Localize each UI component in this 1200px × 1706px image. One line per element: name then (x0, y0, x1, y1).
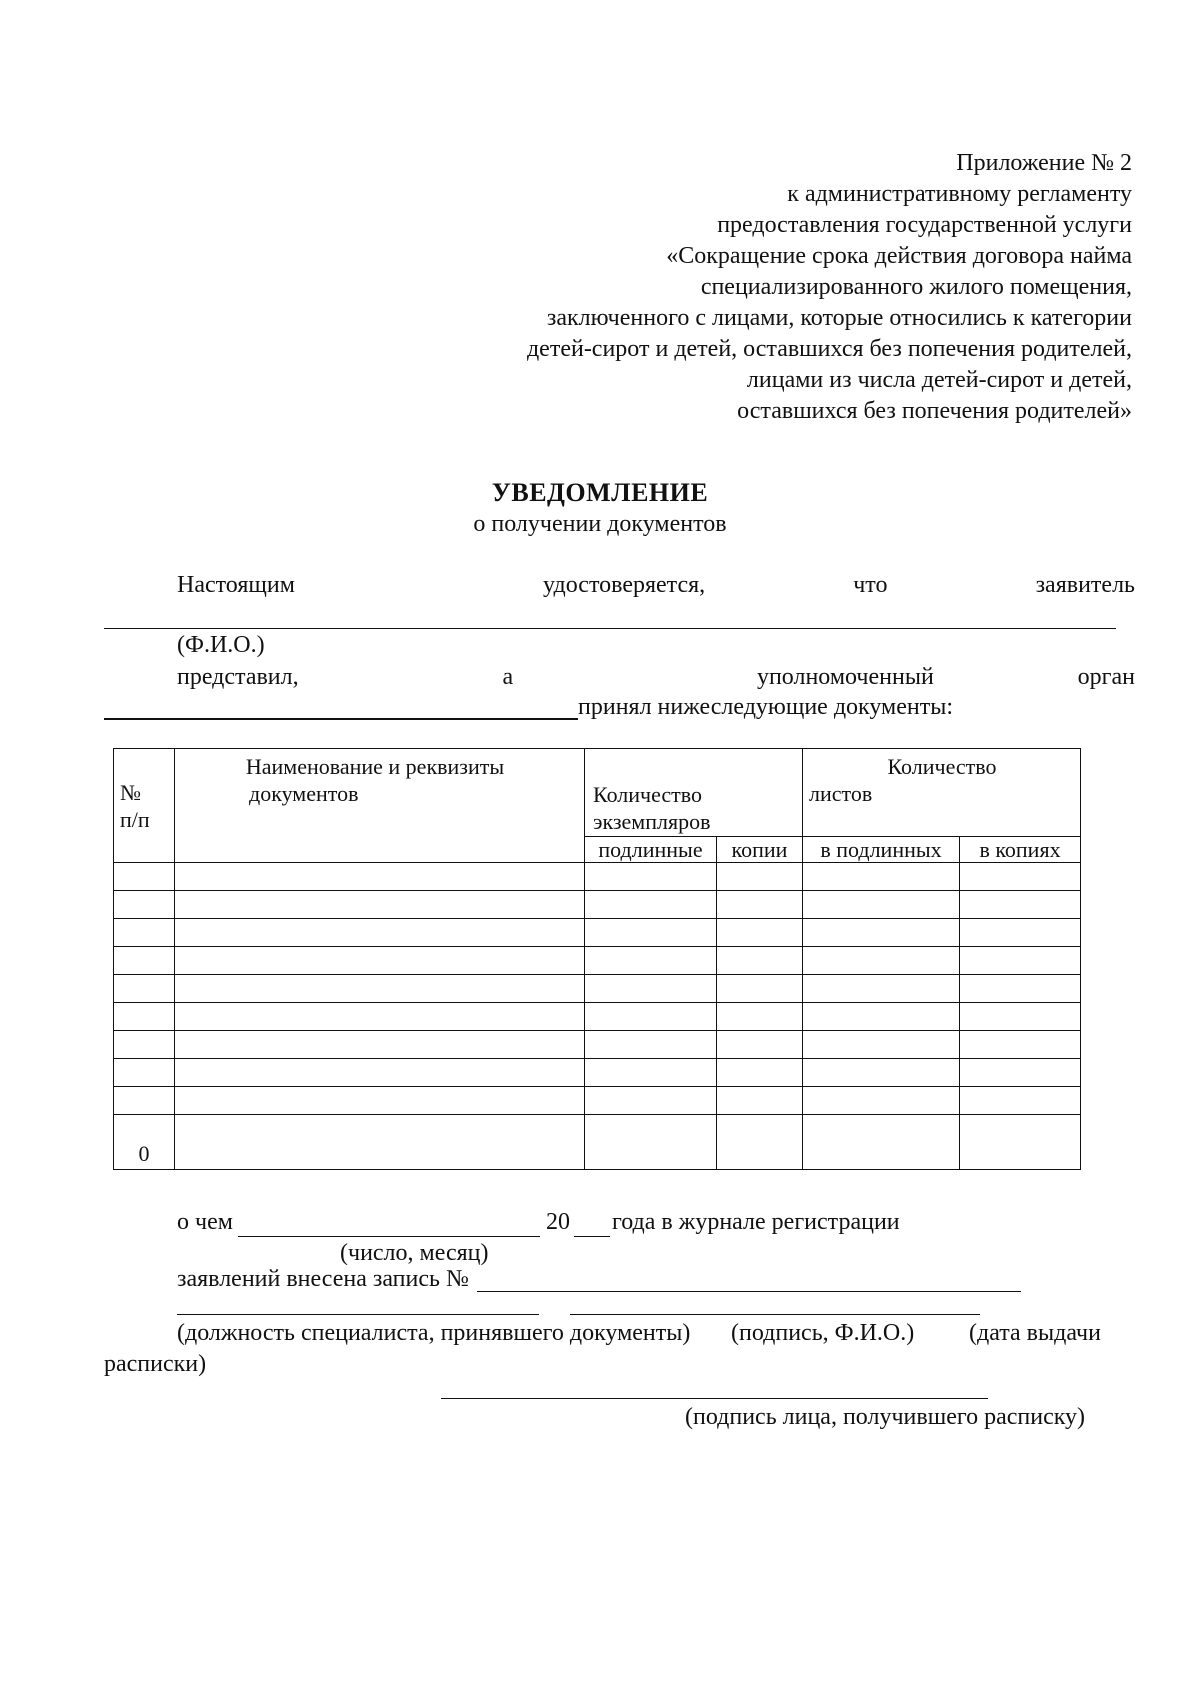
header-sheets-line: листов (809, 781, 873, 806)
statement-word: Настоящим (177, 572, 295, 598)
header-number (114, 749, 175, 863)
statement-word: заявитель (1035, 572, 1135, 598)
table-cell[interactable] (960, 891, 1081, 919)
table-cell[interactable] (114, 947, 175, 975)
header-sheets-line: Количество (887, 754, 997, 779)
table-cell[interactable] (803, 1087, 960, 1115)
statement-word: уполномоченный (756, 664, 934, 690)
table-row (114, 891, 1081, 919)
table-row (114, 1031, 1081, 1059)
receiver-signature-line[interactable] (441, 1398, 988, 1399)
header-sheets-count (803, 749, 1081, 837)
appendix-line: детей-сирот и детей, оставшихся без попечения родителей, (526, 336, 1132, 362)
table-cell[interactable] (114, 975, 175, 1003)
table-cell[interactable] (960, 1003, 1081, 1031)
appendix-line: Приложение № 2 (956, 150, 1132, 176)
appendix-line: лицами из числа детей-сирот и детей, (746, 367, 1132, 393)
appendix-line: к административному регламенту (787, 181, 1132, 207)
table-cell[interactable] (960, 975, 1081, 1003)
table-row (114, 1087, 1081, 1115)
date-hint: (число, месяц) (340, 1240, 489, 1266)
header-copies-count (585, 749, 803, 837)
table-cell[interactable] (585, 919, 717, 947)
table-cell[interactable] (585, 863, 717, 891)
appendix-line: «Сокращение срока действия договора найма (666, 243, 1132, 269)
receiver-signature-label: (подпись лица, получившего расписку) (685, 1404, 1086, 1430)
table-row (114, 1059, 1081, 1087)
table-row (114, 975, 1081, 1003)
table-cell[interactable] (717, 1031, 803, 1059)
table-cell[interactable] (960, 1059, 1081, 1087)
appendix-line: заключенного с лицами, которые относились к категории (546, 305, 1132, 331)
header-copies-line: Количество (593, 782, 703, 807)
table-cell[interactable] (175, 919, 585, 947)
table-cell[interactable] (717, 863, 803, 891)
table-cell[interactable] (114, 919, 175, 947)
table-cell[interactable] (803, 863, 960, 891)
table-cell[interactable] (960, 1031, 1081, 1059)
subheader-originals: подлинные (585, 837, 717, 863)
table-cell[interactable] (960, 1087, 1081, 1115)
signature-fill-line[interactable] (570, 1314, 980, 1315)
appendix-line: предоставления государственной услуги (717, 212, 1132, 238)
header-name-line: документов (249, 781, 359, 806)
table-cell[interactable] (175, 891, 585, 919)
table-cell[interactable] (803, 975, 960, 1003)
table-cell[interactable] (960, 947, 1081, 975)
statement-word: а (502, 664, 514, 690)
table-cell[interactable] (803, 947, 960, 975)
table-cell[interactable] (114, 1059, 175, 1087)
table-cell[interactable] (175, 1031, 585, 1059)
table-row (114, 947, 1081, 975)
table-cell[interactable] (585, 1003, 717, 1031)
table-cell[interactable] (114, 891, 175, 919)
statement-word: удостоверяется, (543, 572, 706, 598)
table-cell[interactable] (803, 1115, 960, 1170)
appendix-line: оставшихся без попечения родителей» (737, 398, 1132, 424)
statement-accepted-text: принял нижеследующие документы: (578, 694, 954, 720)
document-title: УВЕДОМЛЕНИЕ (491, 478, 709, 507)
about-prefix: о чем (177, 1209, 233, 1235)
table-cell[interactable] (803, 1059, 960, 1087)
authority-name-line[interactable] (104, 718, 578, 720)
table-cell[interactable] (585, 1115, 717, 1170)
table-cell[interactable] (803, 891, 960, 919)
appendix-line: специализированного жилого помещения, (700, 274, 1132, 300)
issue-date-label-continued: расписки) (104, 1351, 207, 1377)
table-cell[interactable] (585, 1059, 717, 1087)
statement-word: что (853, 572, 888, 598)
table-cell[interactable] (175, 1087, 585, 1115)
header-number-line: п/п (120, 807, 150, 832)
year-prefix: 20 (546, 1209, 570, 1235)
table-cell[interactable] (585, 975, 717, 1003)
table-cell[interactable] (114, 1031, 175, 1059)
table-cell[interactable] (717, 891, 803, 919)
table-row (114, 1115, 1081, 1170)
table-cell[interactable] (175, 1003, 585, 1031)
header-number-line: № (120, 780, 141, 805)
subheader-sheets-originals: в подлинных (803, 837, 960, 863)
table-cell[interactable] (585, 1031, 717, 1059)
header-name-line: Наименование и реквизиты (245, 754, 505, 779)
signature-label: (подпись, Ф.И.О.) (731, 1320, 915, 1346)
table-cell[interactable] (585, 1087, 717, 1115)
record-text: заявлений внесена запись № (177, 1266, 469, 1292)
table-cell[interactable] (114, 1087, 175, 1115)
table-cell[interactable] (175, 863, 585, 891)
table-cell[interactable] (175, 947, 585, 975)
table-cell[interactable] (960, 1115, 1081, 1170)
statement-word: представил, (177, 664, 299, 690)
table-cell[interactable] (175, 1115, 585, 1170)
table-cell[interactable] (717, 1059, 803, 1087)
statement-word: орган (1077, 664, 1135, 690)
date-fill-line[interactable] (238, 1236, 540, 1237)
table-cell[interactable] (717, 1003, 803, 1031)
statement-row-1 (177, 572, 1135, 599)
subheader-copies: копии (717, 837, 803, 863)
table-cell[interactable] (114, 863, 175, 891)
table-row (114, 863, 1081, 891)
table-header-row (114, 749, 1081, 837)
table-cell[interactable] (803, 1031, 960, 1059)
appendix-block (332, 148, 1132, 427)
table-cell[interactable] (717, 1115, 803, 1170)
table-cell[interactable] (960, 863, 1081, 891)
table-cell[interactable] (585, 891, 717, 919)
document-subtitle: о получении документов (473, 511, 727, 537)
table-cell[interactable] (175, 1059, 585, 1087)
row-number: 0 (114, 1115, 175, 1170)
table-cell[interactable] (175, 975, 585, 1003)
table-cell[interactable] (114, 1003, 175, 1031)
table-cell[interactable] (585, 947, 717, 975)
record-number-line[interactable] (477, 1291, 1021, 1292)
table-cell[interactable] (717, 1087, 803, 1115)
table-cell[interactable] (803, 919, 960, 947)
table-cell[interactable] (960, 919, 1081, 947)
table-cell[interactable] (717, 975, 803, 1003)
position-fill-line[interactable] (177, 1314, 539, 1315)
fio-label: (Ф.И.О.) (177, 632, 265, 658)
table-row (114, 919, 1081, 947)
journal-text: года в журнале регистрации (612, 1209, 900, 1235)
table-row (114, 1003, 1081, 1031)
table-cell[interactable] (717, 919, 803, 947)
issue-date-label: (дата выдачи (969, 1320, 1101, 1346)
subheader-sheets-copies: в копиях (960, 837, 1081, 863)
year-fill-line[interactable] (574, 1236, 610, 1237)
statement-row-2 (177, 664, 1135, 691)
applicant-name-line[interactable] (104, 628, 1116, 629)
header-copies-line: экземпляров (593, 809, 711, 834)
table-cell[interactable] (717, 947, 803, 975)
documents-table (113, 748, 1081, 1170)
header-document-name (175, 749, 585, 863)
position-label: (должность специалиста, принявшего документы) (177, 1320, 691, 1346)
table-cell[interactable] (803, 1003, 960, 1031)
